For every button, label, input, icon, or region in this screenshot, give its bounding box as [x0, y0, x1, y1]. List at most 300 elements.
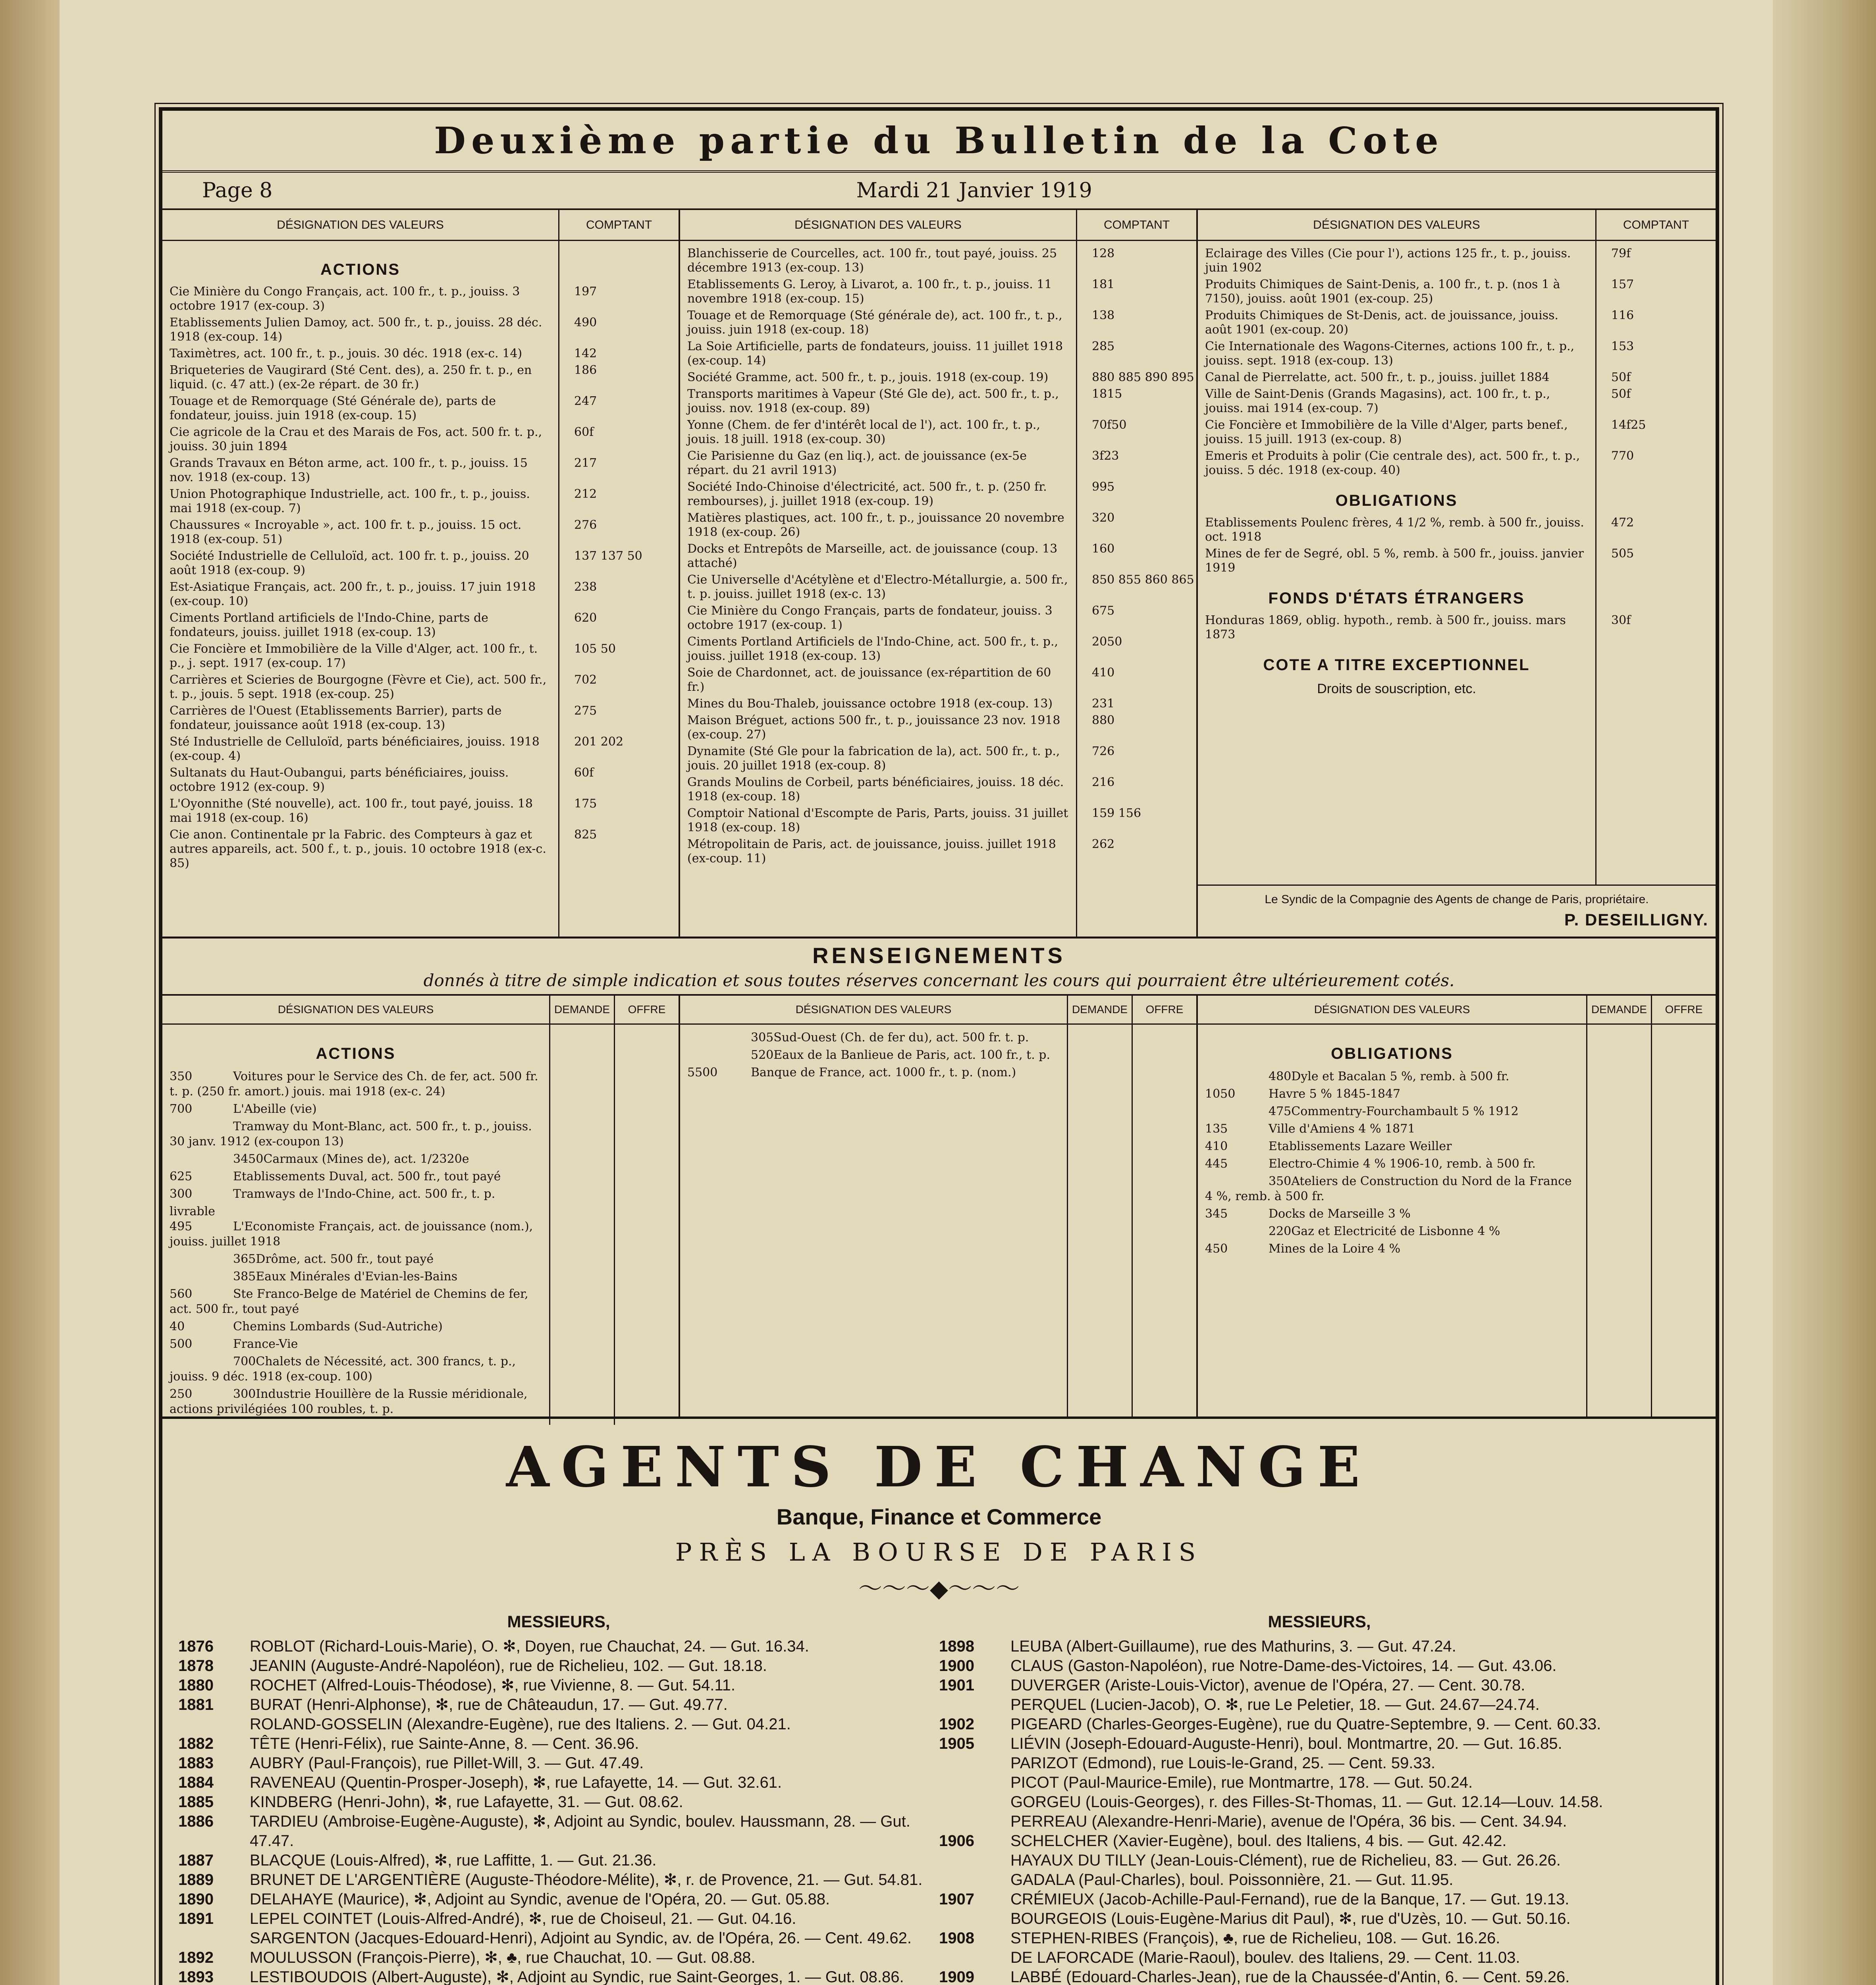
demande-offre — [170, 1187, 233, 1201]
value-designation: Carrières et Scieries de Bourgogne (Fèvre et Cie), act. 500 fr., t. p., jouis. 5 sept. 1918 (ex-coup. 25) — [170, 673, 547, 701]
value-designation: Cie Parisienne du Gaz (en liq.), act. de jouissance (ex-5e répart. du 21 avril 1913) — [687, 449, 1027, 477]
demande-offre — [170, 1387, 256, 1401]
renseignements-column-3 — [1198, 996, 1716, 1416]
value-row — [170, 828, 597, 871]
demande-value: 450 — [1205, 1242, 1228, 1256]
agent-year: 1901 — [939, 1677, 974, 1694]
value-row — [170, 285, 597, 313]
column-body — [1198, 241, 1716, 885]
value-designation: Docks et Entrepôts de Marseille, act. de jouissance (coup. 13 attaché) — [687, 542, 1058, 570]
agent-row — [939, 1851, 1700, 1870]
demande-offre — [1205, 1104, 1291, 1118]
agent-row — [939, 1676, 1700, 1695]
comptant-header: COMPTANT — [1103, 218, 1170, 231]
section-obligations: OBLIGATIONS — [1335, 492, 1458, 509]
agent-name: LEPEL COINTET (Louis-Alfred-André), ✻, rue de Choiseul, 21. — Gut. 04.16. — [250, 1910, 796, 1927]
demande-offre — [1205, 1139, 1269, 1153]
agent-row — [939, 1870, 1700, 1890]
value-designation: Blanchisserie de Courcelles, act. 100 fr., tout payé, jouiss. 25 décembre 1913 (ex-coup. 13) — [687, 247, 1057, 275]
value-designation: Cie Minière du Congo Français, parts de fondateur, jouiss. 3 octobre 1917 (ex-coup. 1) — [687, 604, 1053, 632]
price-value: 995 — [1092, 480, 1115, 494]
price-value: 137 137 50 — [574, 549, 642, 563]
value-row — [687, 339, 1115, 368]
price-value: 2050 — [1092, 635, 1122, 649]
demande-offre — [1205, 1157, 1269, 1171]
price-value: 675 — [1092, 604, 1115, 618]
value-row — [170, 1337, 542, 1352]
demande-header: DEMANDE — [550, 996, 615, 1023]
demande-offre — [687, 1031, 773, 1045]
agent-name: TÊTE (Henri-Félix), rue Sainte-Anne, 8. — Cent. 36.96. — [250, 1735, 639, 1752]
price-column — [559, 241, 679, 937]
renseignements-column-2 — [680, 996, 1198, 1416]
agent-row — [178, 1792, 939, 1812]
value-row — [170, 1102, 542, 1117]
price-value: 60f — [574, 766, 594, 780]
agent-row — [178, 1968, 939, 1985]
agent-row — [939, 1734, 1700, 1754]
price-value: 3f23 — [1092, 449, 1119, 463]
agent-row — [939, 1695, 1700, 1715]
value-row — [1205, 1104, 1579, 1119]
value-row — [170, 611, 597, 640]
agent-year: 1883 — [178, 1754, 214, 1772]
price-value: 276 — [574, 518, 597, 532]
messieurs-heading: MESSIEURS, — [1268, 1612, 1371, 1631]
demande-value: 135 — [1205, 1122, 1228, 1136]
page-binding — [0, 0, 60, 1985]
page-number: Page 8 — [202, 179, 273, 202]
demande-value: 350 — [170, 1070, 193, 1083]
column-header — [162, 996, 679, 1025]
section-cote-exceptionnel: COTE A TITRE EXCEPTIONNEL — [1263, 656, 1530, 674]
value-row — [170, 487, 597, 516]
demande-offre — [1205, 1174, 1291, 1188]
value-designation: Ateliers de Construction du Nord de la France 4 %, remb. à 500 fr. — [1205, 1174, 1572, 1203]
agent-year — [939, 1792, 1010, 1812]
offre-header: OFFRE — [1665, 1003, 1703, 1016]
price-value: 238 — [574, 580, 597, 594]
agents-de-change — [162, 1419, 1716, 1604]
offre-header: OFFRE — [628, 1003, 666, 1016]
agent-name: AUBRY (Paul-François), rue Pillet-Will, 3. — Gut. 47.49. — [250, 1754, 644, 1772]
price-value: 50f — [1611, 370, 1631, 384]
offre-value: 475 — [1269, 1104, 1292, 1118]
value-designation: Briqueteries de Vaugirard (Sté Cent. des), a. 250 fr. t. p., en liquid. (c. 47 att.) (ex-2e répart. de 30 fr.) — [170, 363, 532, 391]
agents-subtitle: Banque, Finance et Commerce — [776, 1504, 1102, 1529]
value-designation: Chalets de Nécessité, act. 300 francs, t. p., jouiss. 9 déc. 1918 (ex-coup. 100) — [170, 1355, 516, 1384]
value-row — [170, 1319, 542, 1334]
value-designation: Touage et de Remorquage (Sté générale de), act. 100 fr., t. p., jouiss. juin 1918 (ex-coup. 18) — [687, 308, 1062, 337]
agent-name: PARIZOT (Edmond), rue Louis-le-Grand, 25. — Cent. 59.33. — [1010, 1754, 1436, 1772]
demande-offre — [170, 1337, 233, 1351]
value-row — [687, 744, 1115, 773]
price-value: 285 — [1092, 339, 1115, 353]
value-row — [687, 278, 1115, 306]
value-designation: Etablissements Lazare Weiller — [1269, 1139, 1452, 1153]
value-designation: Docks de Marseille 3 % — [1269, 1207, 1411, 1221]
value-designation: Etablissements Duval, act. 500 fr., tout payé — [233, 1170, 501, 1183]
agent-name: ROLAND-GOSSELIN (Alexandre-Eugène), rue des Italiens. 2. — Gut. 04.21. — [250, 1715, 791, 1733]
value-designation: L'Economiste Français, act. de jouissance (nom.), jouiss. juillet 1918 — [170, 1220, 533, 1249]
value-designation: Etablissements Poulenc frères, 4 1/2 %, remb. à 500 fr., jouiss. oct. 1918 — [1205, 516, 1584, 544]
agent-year — [939, 1812, 1010, 1831]
value-designation: Canal de Pierrelatte, act. 500 fr., t. p., jouiss. juillet 1884 — [1205, 370, 1550, 384]
page-date: Mardi 21 Janvier 1919 — [856, 179, 1092, 202]
price-value: 70f50 — [1092, 418, 1127, 432]
demande-offre — [170, 1120, 233, 1133]
agent-row — [939, 1792, 1700, 1812]
price-value: 490 — [574, 316, 597, 330]
agent-row — [939, 1929, 1700, 1948]
value-row — [170, 1387, 542, 1417]
demande-value: 5500 — [687, 1066, 718, 1079]
value-row — [1205, 1069, 1579, 1084]
agent-name: GORGEU (Louis-Georges), r. des Filles-St-Thomas, 11. — Gut. 12.14—Louv. 14.58. — [1010, 1793, 1603, 1811]
agent-row — [178, 1870, 939, 1890]
value-row — [687, 806, 1141, 835]
value-designation: Société Indo-Chinoise d'électricité, act. 500 fr., t. p. (250 fr. rembourses), j. juillet 1918 (ex-coup. 19) — [687, 480, 1047, 508]
agent-row — [178, 1695, 939, 1715]
value-designation: Mines du Bou-Thaleb, jouissance octobre 1918 (ex-coup. 13) — [687, 697, 1053, 711]
agent-name: LEUBA (Albert-Guillaume), rue des Mathurins, 3. — Gut. 47.24. — [1010, 1638, 1456, 1655]
agent-row — [939, 1909, 1700, 1929]
values-list — [162, 1025, 550, 1425]
agent-name: LIÉVIN (Joseph-Edouard-Auguste-Henri), boul. Montmartre, 20. — Gut. 16.85. — [1010, 1735, 1562, 1752]
price-value: 159 156 — [1092, 806, 1141, 820]
offre-value: 365 — [233, 1252, 256, 1266]
value-row — [687, 697, 1115, 711]
value-designation: Sud-Ouest (Ch. de fer du), act. 500 fr. t. p. — [773, 1031, 1029, 1045]
value-designation: Sultanats du Haut-Oubangui, parts bénéficiaires, jouiss. octobre 1912 (ex-coup. 9) — [170, 766, 509, 794]
renseignements-subtitle: donnés à titre de simple indication et sous toutes réserves concernant les cours qui pourraient être ultérieurement cotés. — [423, 971, 1455, 990]
demande-offre — [687, 1048, 773, 1062]
values-list — [680, 241, 1194, 937]
agent-row — [939, 1637, 1700, 1656]
value-row — [170, 549, 642, 578]
demande-column — [1068, 1025, 1133, 1416]
value-row — [170, 347, 597, 361]
value-row — [687, 370, 1194, 385]
column-header — [680, 996, 1196, 1025]
price-value: 79f — [1611, 247, 1631, 260]
messieurs-heading: MESSIEURS, — [507, 1612, 610, 1631]
value-row — [170, 456, 597, 485]
value-designation: Maison Bréguet, actions 500 fr., t. p., jouissance 23 nov. 1918 (ex-coup. 27) — [687, 713, 1060, 742]
price-value: 14f25 — [1611, 418, 1646, 432]
value-designation: Société Industrielle de Celluloïd, act. 100 fr. t. p., jouiss. 20 août 1918 (ex-coup. 9) — [170, 549, 529, 577]
value-row — [687, 308, 1115, 337]
agent-row — [178, 1890, 939, 1909]
demande-value: 345 — [1205, 1207, 1228, 1221]
value-designation: Cie Foncière et Immobilière de la Ville d'Alger, act. 100 fr., t. p., j. sept. 1917 (ex-coup. 17) — [170, 642, 538, 670]
comptant-column-2 — [680, 210, 1198, 937]
agent-year: 1889 — [178, 1871, 214, 1889]
agent-year: 1884 — [178, 1774, 214, 1791]
price-value: 186 — [574, 363, 597, 377]
price-value: 825 — [574, 828, 597, 842]
demande-value: 40 — [170, 1320, 185, 1334]
agent-name: MOULUSSON (François-Pierre), ✻, ♣, rue Chauchat, 10. — Gut. 08.88. — [250, 1949, 756, 1966]
agent-row — [178, 1948, 939, 1968]
agent-name: HAYAUX DU TILLY (Jean-Louis-Clément), rue de Richelieu, 83. — Gut. 26.26. — [1010, 1852, 1561, 1869]
agent-year — [939, 1909, 1010, 1929]
price-value: 217 — [574, 456, 597, 470]
agents-list — [162, 1612, 1716, 1985]
agent-name: BRUNET DE L'ARGENTIÈRE (Auguste-Théodore-Mélite), ✻, r. de Provence, 21. — Gut. 54.81. — [250, 1871, 923, 1889]
value-row — [1205, 247, 1631, 275]
agent-name: GADALA (Paul-Charles), boul. Poissonnière, 21. — Gut. 11.95. — [1010, 1871, 1454, 1889]
value-designation: Chemins Lombards (Sud-Autriche) — [233, 1320, 443, 1334]
demande-value: livrable 495 — [170, 1204, 215, 1233]
demande-offre — [1205, 1087, 1269, 1101]
value-row — [687, 480, 1115, 509]
page-title: Deuxième partie du Bulletin de la Cote — [162, 111, 1716, 173]
offre-header: OFFRE — [1145, 1003, 1184, 1016]
agent-year: 1905 — [939, 1735, 974, 1752]
value-row — [687, 666, 1115, 694]
agent-row — [939, 1656, 1700, 1676]
value-row — [687, 775, 1115, 804]
price-value: 275 — [574, 704, 597, 718]
value-row — [1205, 308, 1634, 337]
agent-year: 1878 — [178, 1657, 214, 1675]
value-row — [1205, 278, 1634, 306]
agent-name: PIGEARD (Charles-Georges-Eugène), rue du Quatre-Septembre, 9. — Cent. 60.33. — [1010, 1715, 1601, 1733]
value-row — [1205, 1087, 1579, 1102]
designation-header: DÉSIGNATION DES VALEURS — [162, 210, 559, 240]
value-designation: Dyle et Bacalan 5 %, remb. à 500 fr. — [1291, 1070, 1510, 1083]
agent-row — [939, 1948, 1700, 1968]
demande-offre — [170, 1270, 256, 1284]
value-row — [170, 1269, 542, 1284]
value-designation: Cie Foncière et Immobilière de la Ville d'Alger, parts benef., jouiss. 15 juill. 1913 (ex-coup. 8) — [1205, 418, 1568, 446]
value-designation: Est-Asiatique Français, act. 200 fr., t. p., jouiss. 17 juin 1918 (ex-coup. 10) — [170, 580, 536, 608]
price-value: 60f — [574, 425, 594, 439]
value-designation: Drôme, act. 500 fr., tout payé — [256, 1252, 434, 1266]
agent-name: BOURGEOIS (Louis-Eugène-Marius dit Paul), ✻, rue d'Uzès, 10. — Gut. 50.16. — [1010, 1910, 1571, 1927]
value-row — [170, 1119, 542, 1149]
demande-value: 250 — [170, 1387, 193, 1401]
agent-year: 1880 — [178, 1677, 214, 1694]
value-row — [687, 573, 1194, 601]
value-row — [1205, 418, 1646, 447]
value-row — [687, 604, 1115, 632]
agent-row — [939, 1831, 1700, 1851]
value-designation: Ville de Saint-Denis (Grands Magasins), act. 100 fr., t. p., jouiss. mai 1914 (ex-coup. 7) — [1205, 387, 1550, 415]
price-value: 702 — [574, 673, 597, 687]
value-designation: Industrie Houillère de la Russie méridionale, actions privilégiées 100 roubles, t. p. — [170, 1387, 528, 1416]
agent-row — [939, 1754, 1700, 1773]
value-designation: Eclairage des Villes (Cie pour l'), actions 125 fr., t. p., jouiss. juin 1902 — [1205, 247, 1571, 275]
offre-value: 480 — [1269, 1070, 1292, 1083]
agent-row — [178, 1656, 939, 1676]
value-designation: Union Photographique Industrielle, act. 100 fr., t. p., jouiss. mai 1918 (ex-coup. 7) — [170, 487, 530, 515]
agent-name: CLAUS (Gaston-Napoléon), rue Notre-Dame-des-Victoires, 14. — Gut. 43.06. — [1010, 1657, 1557, 1675]
value-designation: Taximètres, act. 100 fr., t. p., jouis. 30 déc. 1918 (ex-c. 14) — [170, 347, 523, 360]
value-row — [1205, 339, 1634, 368]
renseignements-header — [162, 939, 1716, 996]
demande-value: 625 — [170, 1170, 193, 1183]
agent-name: DUVERGER (Ariste-Louis-Victor), avenue de l'Opéra, 27. — Cent. 30.78. — [1010, 1677, 1525, 1694]
agent-year — [939, 1773, 1010, 1792]
value-designation: Ciments Portland Artificiels de l'Indo-Chine, act. 500 fr., t. p., jouiss. juillet 1918 (ex-coup. 13) — [687, 635, 1059, 663]
demande-column — [550, 1025, 615, 1425]
offre-value: 300 — [233, 1387, 256, 1401]
page-edge — [1773, 0, 1876, 1985]
subheader — [162, 173, 1716, 210]
price-value: 262 — [1092, 837, 1115, 851]
price-value: 153 — [1611, 339, 1634, 353]
price-value: 247 — [574, 394, 597, 408]
agent-row — [939, 1812, 1700, 1831]
value-designation: Eaux Minérales d'Evian-les-Bains — [256, 1270, 458, 1284]
price-value: 620 — [574, 611, 597, 625]
value-designation: Banque de France, act. 1000 fr., t. p. (nom.) — [751, 1066, 1016, 1079]
agent-year: 1876 — [178, 1638, 214, 1655]
demande-header: DEMANDE — [1587, 996, 1652, 1023]
agent-year — [178, 1929, 250, 1948]
comptant-header: COMPTANT — [586, 218, 652, 231]
value-designation: Cie anon. Continentale pr la Fabric. des Compteurs à gaz et autres appareils, act. 500 f., t. p., jouis. 10 octobre 1918 (ex-c. 85) — [170, 828, 546, 870]
values-list — [1198, 241, 1646, 885]
price-value: 410 — [1092, 666, 1115, 680]
designation-header: DÉSIGNATION DES VALEURS — [680, 996, 1068, 1023]
price-value: 201 202 — [574, 735, 624, 749]
price-value: 770 — [1611, 449, 1634, 463]
designation-header: DÉSIGNATION DES VALEURS — [680, 210, 1077, 240]
agents-right-column — [939, 1612, 1700, 1985]
agent-name: TARDIEU (Ambroise-Eugène-Auguste), ✻, Adjoint au Syndic, boulev. Haussmann, 28. — Gut. 47.47. — [250, 1813, 910, 1850]
price-value: 212 — [574, 487, 597, 501]
value-row — [170, 363, 597, 392]
value-designation: Tramway du Mont-Blanc, act. 500 fr., t. p., jouiss. 30 janv. 1912 (ex-coupon 13) — [170, 1120, 532, 1149]
demande-header: DEMANDE — [1068, 996, 1133, 1023]
price-value: 175 — [574, 797, 597, 811]
offre-value: 305 — [751, 1031, 774, 1045]
designation-header: DÉSIGNATION DES VALEURS — [162, 996, 550, 1023]
agent-name: PERREAU (Alexandre-Henri-Marie), avenue de l'Opéra, 36 bis. — Cent. 34.94. — [1010, 1813, 1567, 1830]
offre-value: 520 — [751, 1048, 774, 1062]
demande-value: 300 — [170, 1187, 193, 1201]
value-row — [170, 394, 597, 423]
column-body — [162, 241, 679, 937]
demande-offre — [1205, 1242, 1269, 1256]
value-designation: Ville d'Amiens 4 % 1871 — [1269, 1122, 1415, 1136]
droits-souscription: Droits de souscription, etc. — [1317, 681, 1476, 696]
comptant-section — [162, 210, 1716, 939]
agent-year: 1893 — [178, 1968, 214, 1985]
demande-value: 445 — [1205, 1157, 1228, 1171]
value-row — [170, 1069, 542, 1099]
value-row — [687, 635, 1122, 663]
agent-name: BURAT (Henri-Alphonse), ✻, rue de Châteaudun, 17. — Gut. 49.77. — [250, 1696, 728, 1713]
renseignements-section — [162, 996, 1716, 1419]
value-row — [1205, 1139, 1579, 1154]
price-value: 197 — [574, 285, 597, 299]
agent-year: 1908 — [939, 1929, 974, 1947]
value-row — [170, 1187, 542, 1202]
offre-value: 700 — [233, 1355, 256, 1368]
value-designation: Ste Franco-Belge de Matériel de Chemins de fer, act. 500 fr., tout payé — [170, 1287, 528, 1316]
agent-row — [178, 1851, 939, 1870]
offre-column — [1133, 1025, 1196, 1416]
agent-year: 1909 — [939, 1968, 974, 1985]
value-designation: Cie Minière du Congo Français, act. 100 fr., t. p., jouiss. 3 octobre 1917 (ex-coup. 3) — [170, 285, 520, 313]
value-row — [170, 797, 597, 825]
column-header — [680, 210, 1196, 241]
column-body — [1198, 1025, 1716, 1416]
bulletin-frame — [159, 107, 1719, 1985]
demande-column — [1587, 1025, 1652, 1416]
value-row — [170, 642, 616, 671]
price-value: 142 — [574, 347, 597, 360]
agent-name: CRÉMIEUX (Jacob-Achille-Paul-Fernand), rue de la Banque, 17. — Gut. 19.13. — [1010, 1891, 1569, 1908]
column-body — [680, 1025, 1196, 1416]
column-body — [680, 241, 1196, 937]
demande-value: 1050 — [1205, 1087, 1236, 1101]
value-designation: Commentry-Fourchambault 5 % 1912 — [1291, 1104, 1519, 1118]
demande-offre — [170, 1070, 233, 1083]
value-row — [687, 542, 1115, 570]
agent-name: SCHELCHER (Xavier-Eugène), boul. des Italiens, 4 bis. — Gut. 42.42. — [1010, 1832, 1507, 1850]
agent-year: 1886 — [178, 1813, 214, 1830]
syndic-signature: P. DESEILLIGNY. — [1564, 910, 1708, 929]
ornament-divider: ～～～◆～～～ — [858, 1575, 1020, 1603]
demande-value: 500 — [170, 1337, 193, 1351]
renseignements-column-1 — [162, 996, 680, 1416]
syndic-note — [1198, 885, 1716, 937]
agent-name: DELAHAYE (Maurice), ✻, Adjoint au Syndic, avenue de l'Opéra, 20. — Gut. 05.88. — [250, 1891, 830, 1908]
value-row — [1205, 1241, 1579, 1257]
agent-name: PERQUEL (Lucien-Jacob), O. ✻, rue Le Peletier, 18. — Gut. 24.67—24.74. — [1010, 1696, 1540, 1713]
demande-offre — [170, 1204, 233, 1233]
comptant-column-3 — [1198, 210, 1716, 937]
agent-row — [178, 1754, 939, 1773]
demande-offre — [170, 1320, 233, 1334]
agent-row — [178, 1929, 939, 1948]
price-value: 181 — [1092, 278, 1115, 291]
value-designation: Chaussures « Incroyable », act. 100 fr. t. p., jouiss. 15 oct. 1918 (ex-coup. 51) — [170, 518, 522, 546]
agent-row — [178, 1676, 939, 1695]
price-value: 850 855 860 865 — [1092, 573, 1194, 587]
value-row — [687, 418, 1127, 447]
price-value: 50f — [1611, 387, 1631, 401]
value-row — [1205, 1122, 1579, 1137]
value-row — [1205, 1224, 1579, 1239]
agent-row — [939, 1773, 1700, 1792]
value-row — [170, 704, 597, 732]
offre-value: 3450 — [233, 1152, 264, 1166]
agents-title: AGENTS DE CHANGE — [506, 1435, 1372, 1500]
value-row — [170, 425, 594, 454]
price-value: 138 — [1092, 308, 1115, 322]
demande-offre — [1205, 1224, 1291, 1238]
value-designation: Yonne (Chem. de fer d'intérêt local de l'), act. 100 fr., t. p., jouis. 18 juill. 1918 (ex-coup. 30) — [687, 418, 1040, 446]
value-designation: Grands Moulins de Corbeil, parts bénéficiaires, jouiss. 18 déc. 1918 (ex-coup. 18) — [687, 775, 1064, 804]
demande-offre — [170, 1102, 233, 1116]
agent-year: 1907 — [939, 1891, 974, 1908]
value-designation: La Soie Artificielle, parts de fondateurs, jouiss. 11 juillet 1918 (ex-coup. 14) — [687, 339, 1063, 368]
value-designation: Carmaux (Mines de), act. 1/2320e — [263, 1152, 469, 1166]
agent-name: ROBLOT (Richard-Louis-Marie), O. ✻, Doyen, rue Chauchat, 24. — Gut. 16.34. — [250, 1638, 809, 1655]
value-designation: Havre 5 % 1845-1847 — [1269, 1087, 1401, 1101]
value-row — [1205, 1174, 1579, 1204]
value-designation: Electro-Chimie 4 % 1906-10, remb. à 500 fr. — [1269, 1157, 1536, 1171]
demande-offre — [687, 1066, 751, 1079]
value-designation: Cie Internationale des Wagons-Citernes, actions 100 fr., t. p., jouiss. sept. 1918 (ex-coup. 13) — [1205, 339, 1575, 368]
demande-offre — [170, 1252, 256, 1266]
